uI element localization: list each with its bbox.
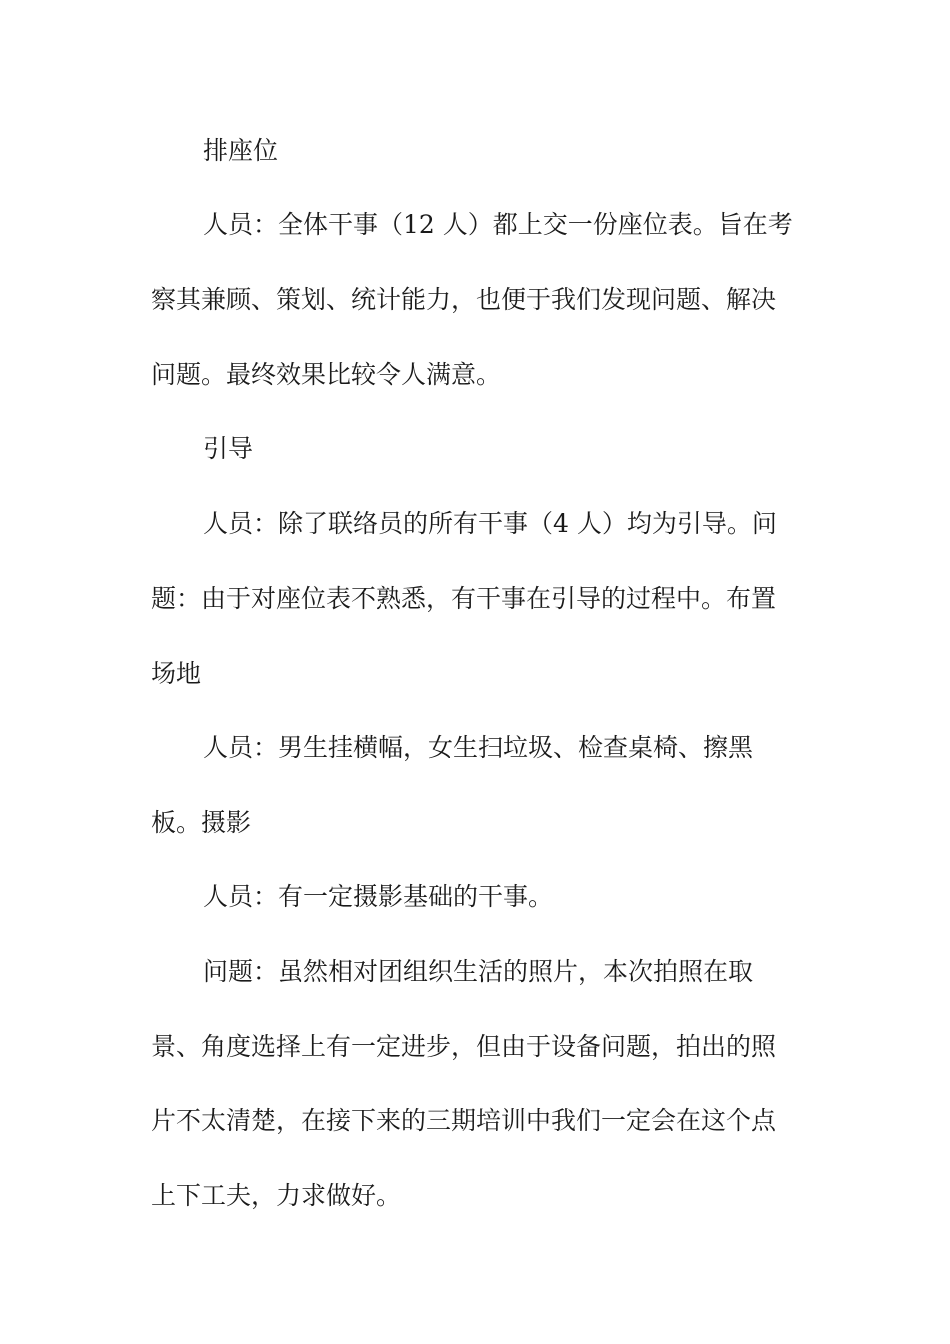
paragraph-line: 人员：男生挂横幅，女生扫垃圾、检查桌椅、擦黑 xyxy=(203,733,754,762)
paragraph-line: 人员：有一定摄影基础的干事。 xyxy=(203,882,554,911)
paragraph-line: 上下工夫，力求做好。 xyxy=(151,1181,402,1210)
paragraph-line: 场地 xyxy=(151,659,202,688)
section-heading-guide: 引导 xyxy=(203,434,254,463)
paragraph-line: 片不太清楚，在接下来的三期培训中我们一定会在这个点 xyxy=(151,1106,777,1135)
paragraph-line: 题：由于对座位表不熟悉，有干事在引导的过程中。布置 xyxy=(151,584,777,613)
section-heading-seating: 排座位 xyxy=(203,136,279,165)
paragraph-line: 人员：除了联络员的所有干事（4 人）均为引导。问 xyxy=(203,509,777,538)
paragraph-line: 板。摄影 xyxy=(151,808,252,837)
paragraph-line: 景、角度选择上有一定进步，但由于设备问题，拍出的照 xyxy=(151,1032,777,1061)
paragraph-line: 察其兼顾、策划、统计能力，也便于我们发现问题、解决 xyxy=(151,285,777,314)
paragraph-line: 问题：虽然相对团组织生活的照片，本次拍照在取 xyxy=(203,957,754,986)
paragraph-line: 人员：全体干事（12 人）都上交一份座位表。旨在考 xyxy=(203,210,793,239)
paragraph-line: 问题。最终效果比较令人满意。 xyxy=(151,360,502,389)
